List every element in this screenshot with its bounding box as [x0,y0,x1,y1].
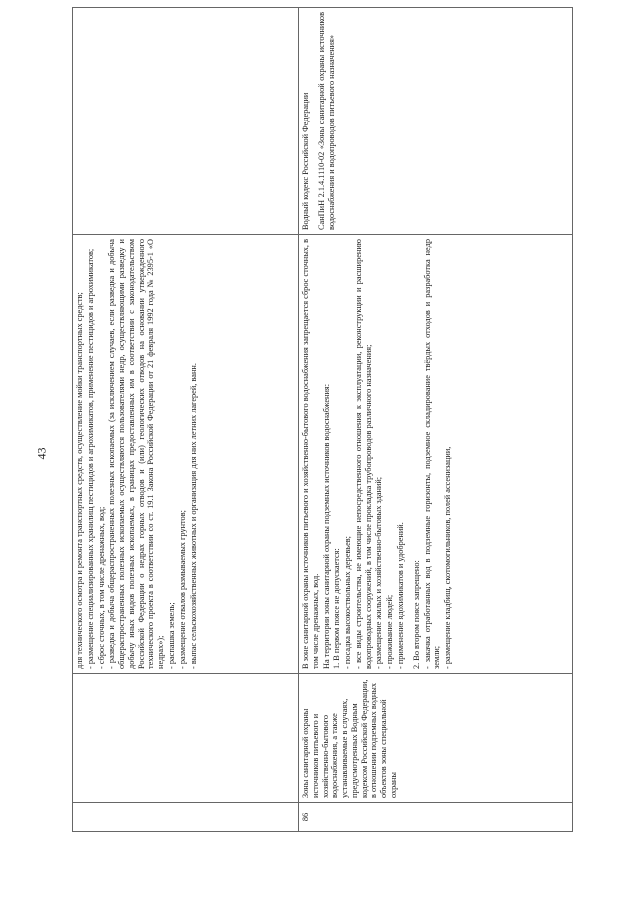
restrictions-cell [299,235,573,674]
restriction-item: - размещение специализированных хранилищ пестицидов и агрохимикатов, применение пестицидов и агрохимикатов; [85,248,95,669]
table-row [299,8,573,832]
restrictions-cell [73,235,299,674]
table-row [73,8,299,832]
restriction-item: В зоне санитарной охраны источников питьевого и хозяйственно-бытового водоснабжения запрещается сброс сточных, в том числе дренажных, вод. [301,239,320,669]
restriction-item: 2. Во втором поясе запрещено: [411,560,421,669]
zone-name-cell: Зоны санитарной охраны источников питьевого и хозяйственно-бытового водоснабжения, а также устанавливаемые в случаях, предусмотренных Водным кодексом Российской Федерации, в отношении подземных водных объектов зоны специальной охраны [299,674,573,803]
zone-name-cell [73,674,299,803]
restriction-item: для технического осмотра и ремонта транспортных средств, осуществление мойки транспортных средств; [75,292,84,669]
restriction-item: - распашка земель; [167,602,177,669]
restriction-item: - размещение жилых и хозяйственно-бытовых зданий; [374,476,384,669]
regulation-item: СанПиН 2.1.4.1110-02 «Зоны санитарной охраны источников водоснабжения и водопроводов питьевого назначения» [316,12,336,230]
regulation-table [72,7,573,832]
page-number: 43 [34,447,49,460]
row-number-cell [73,803,299,832]
restriction-item: - разведка и добыча общераспространенных полезных ископаемых (за исключением случаев, если разведка и добыча общераспространенных полезных ископаемых осуществляются пользователями недр, осуществляющими разведку и добычу иных видов полезных ископаемых, в границах предоставленных им в соответствии с законодательством Российской Федерации о недрах горных отводов и (или) геологических отводов на основании утвержденного технического проекта в соответствии со ст. 19.1 Закона Российской Федерации от 21 февраля 1992 года № 2395-1 «О недрах»); [107,239,166,669]
regulation-cell [73,8,299,235]
restriction-item: - сброс сточных, в том числе дренажных, вод; [96,506,106,669]
rotated-table-container [72,12,572,832]
restriction-item: - выпас сельскохозяйственных животных и организация для них летних лагерей, ванн. [188,363,198,669]
restriction-item: - посадка высокоствольных деревьев; [343,536,353,669]
restriction-item: - размещение кладбищ, скотомогильников, полей ассенизации, [443,446,453,669]
regulation-item: Водный кодекс Российской Федерации [301,92,310,230]
restriction-item: 1. В первом поясе не допускается: [332,548,342,669]
restriction-item: - применение ядохимикатов и удобрений. [396,522,406,669]
restriction-item: - размещение отвалов размываемых грунтов; [177,510,187,669]
restriction-item: - все виды строительства, не имеющие непосредственного отношения к эксплуатации, реконструкции и расширению водопроводных сооружений, в том числе прокладка трубопроводов различного назначения; [353,239,373,669]
restriction-item: - закачка отработанных вод в подземные горизонты, подземное складирование твёрдых отходов и разработка недр земли; [422,239,442,669]
row-number-cell: 86 [299,803,573,832]
restriction-item: - проживание людей; [385,594,395,669]
regulation-cell [299,8,573,235]
restriction-item: На территории зоны санитарной охраны подземных источников водоснабжения: [321,383,331,669]
